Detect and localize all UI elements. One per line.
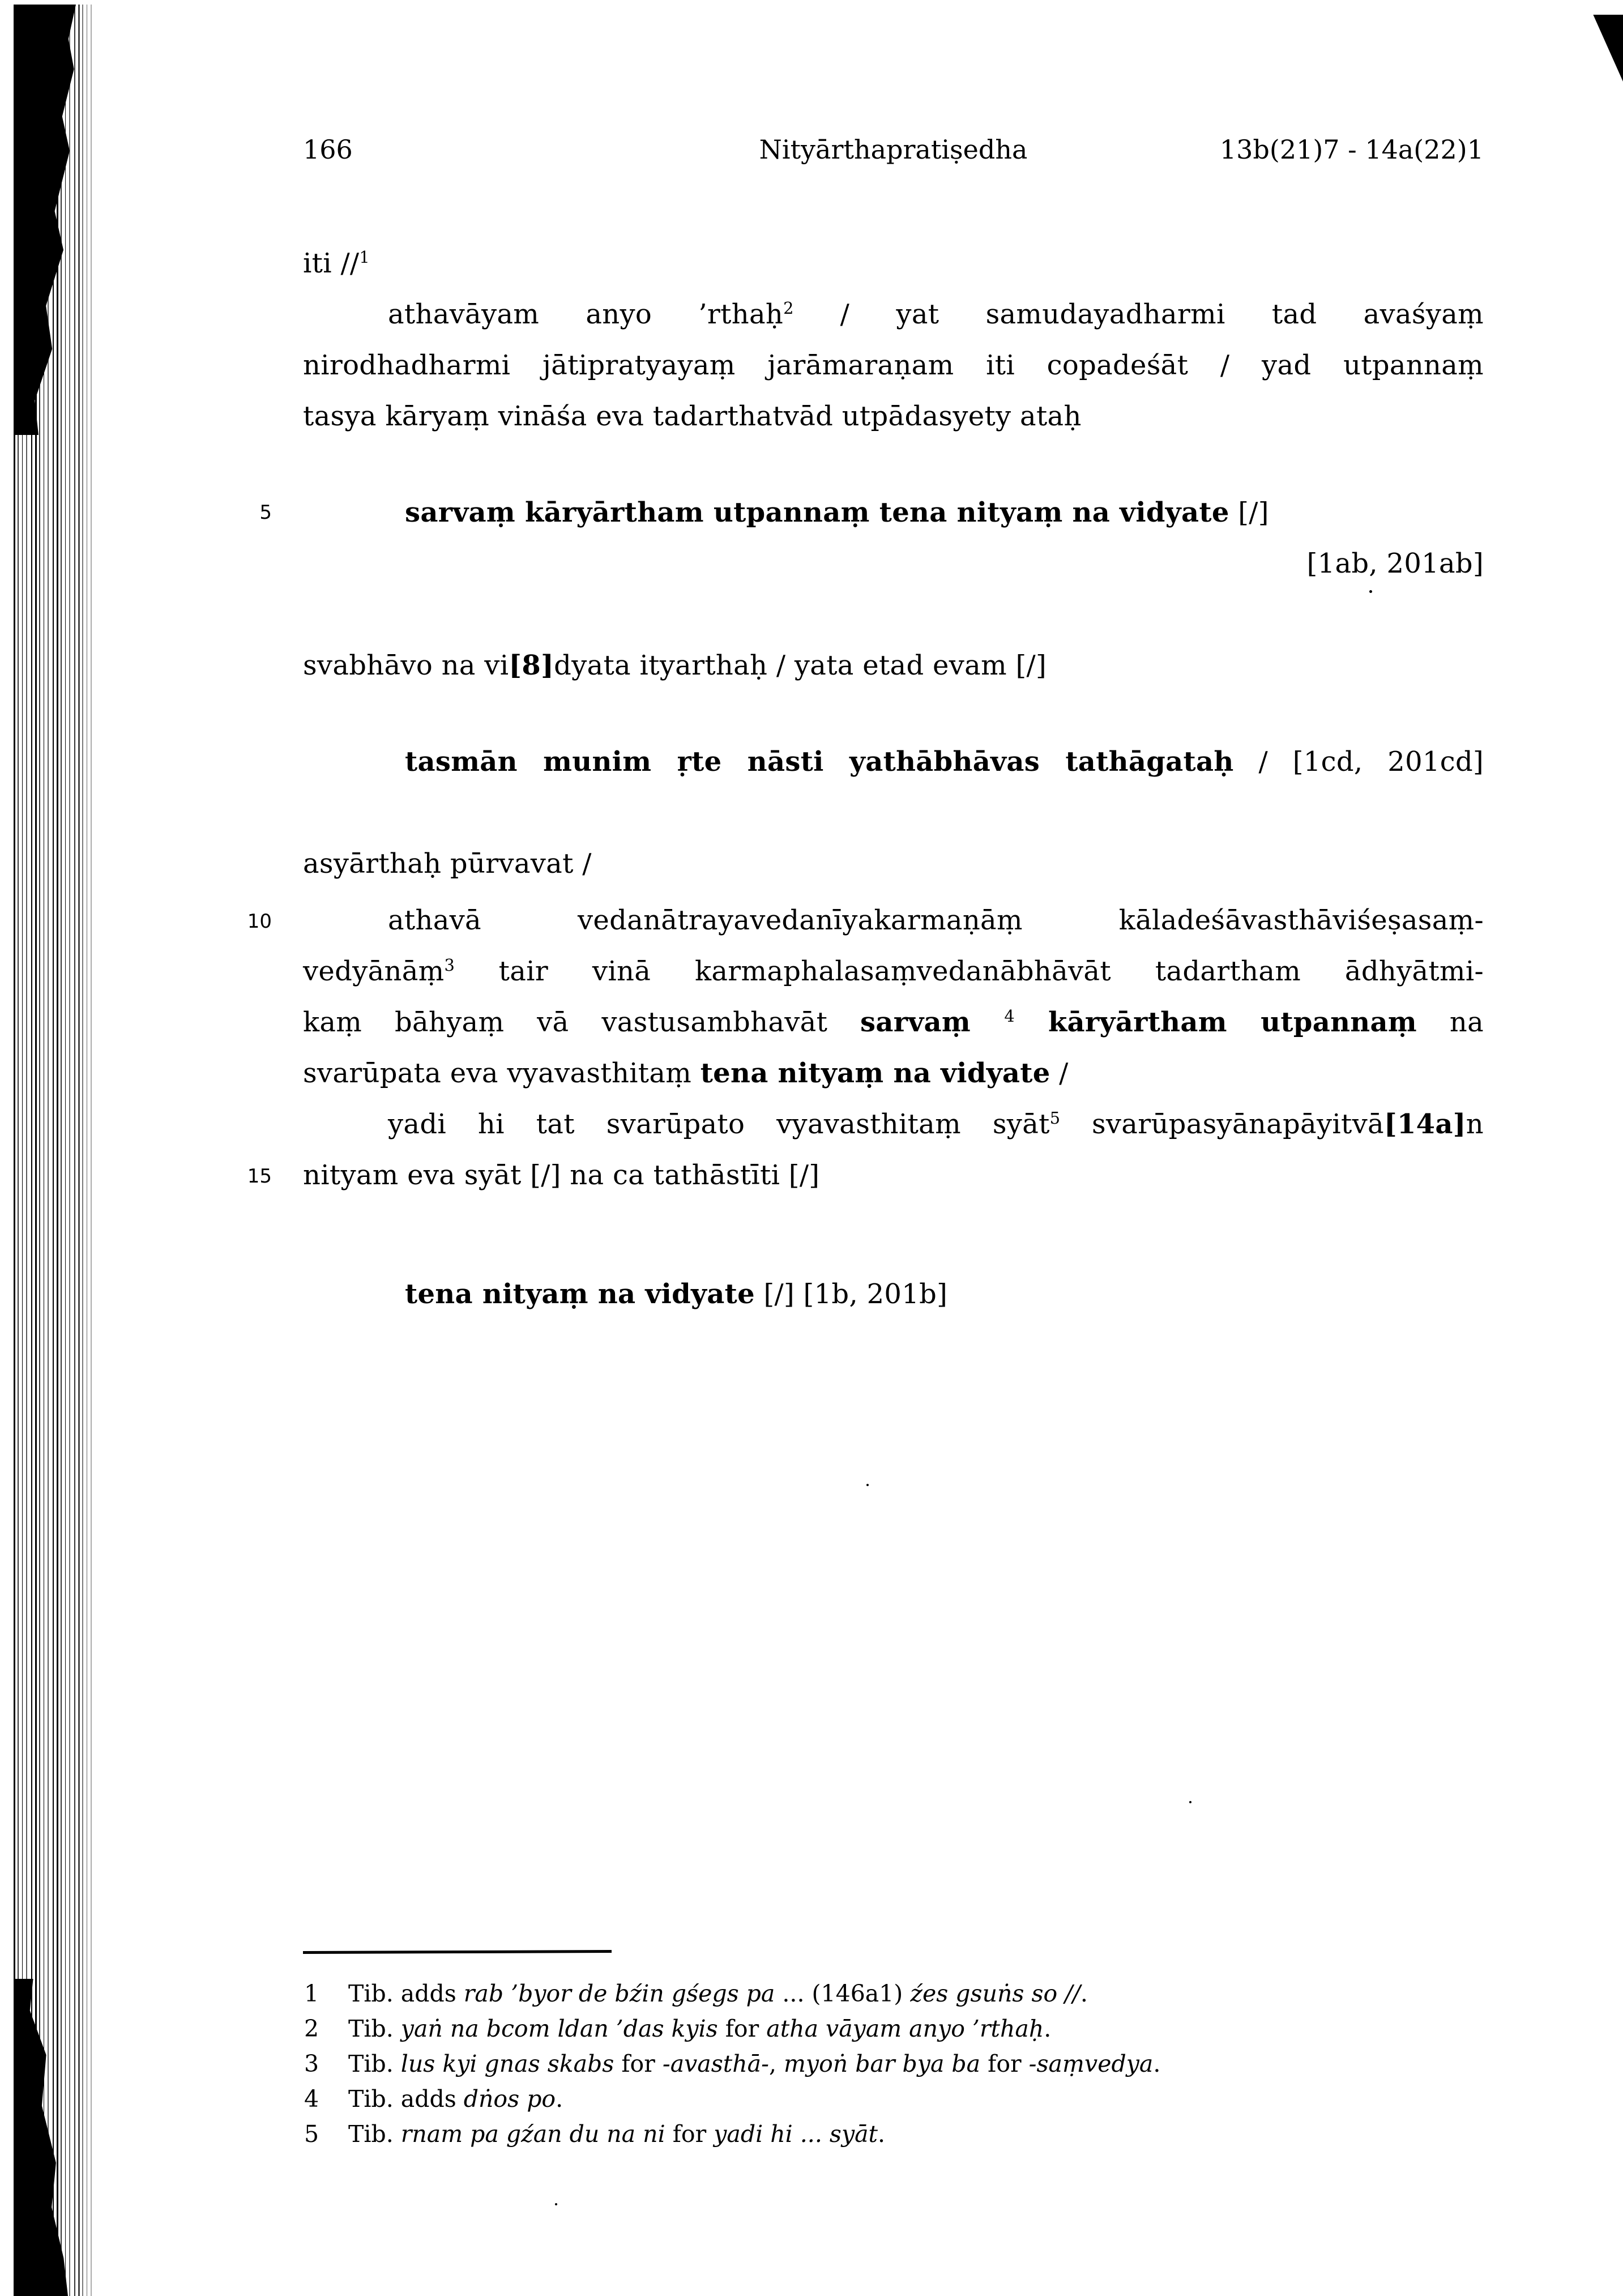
text-line-iti: [303, 238, 1484, 289]
verse-line-1cd: [303, 736, 1484, 787]
sanskrit-lemma: -avasthā-: [662, 2050, 769, 2077]
text-run: athavāyam anyo ’rthaḥ: [388, 298, 784, 330]
sanskrit-lemma: atha vāyam anyo ’rthaḥ: [766, 2015, 1044, 2042]
book-gutter-scan-artifact: [14, 5, 94, 2296]
verse-line-1ab: [303, 487, 1484, 538]
text-run-bold: kāryārtham utpannaṃ: [1014, 1006, 1417, 1038]
verse-reference-1ab: [1ab, 201ab]: [1306, 548, 1484, 579]
text-run: na: [1417, 1006, 1484, 1038]
text-run: for: [665, 2120, 714, 2148]
tibetan-text: źes gsuṅs so //: [910, 1980, 1080, 2007]
footnote-ref-5: 5: [1049, 1108, 1061, 1128]
footnote-separator: [303, 1950, 612, 1954]
text-line: [303, 289, 1484, 340]
paragraph-3: [303, 1099, 1484, 1201]
text-run: / yat samudayadharmi tad avaśyaṃ: [793, 298, 1484, 330]
running-title: Nityārthapratiṣedha: [759, 134, 1028, 165]
scan-speck: [1369, 590, 1372, 593]
footnote-number: 4: [304, 2085, 319, 2113]
text-run-bold: tena nityaṃ na vidyate: [700, 1057, 1050, 1089]
text-run: for: [980, 2050, 1029, 2077]
text-run: kaṃ bāhyaṃ vā vastusambhavāt: [303, 1006, 861, 1038]
tibetan-text: rnam pa gźan du na ni: [400, 2120, 665, 2148]
text-line: nirodhadharmi jātipratyayaṃ jarāmaraṇam iti copadeśāt / yad utpannaṃ: [303, 349, 1484, 381]
footnote-2: [304, 2011, 1499, 2046]
footnote-ref-2: 2: [783, 298, 794, 318]
text-run: vedyānāṃ: [303, 955, 445, 987]
text-run: n: [1466, 1108, 1484, 1140]
footnote-5: [304, 2116, 1499, 2152]
footnote-number: 5: [304, 2120, 319, 2148]
paragraph-1: [303, 289, 1484, 442]
tibetan-text: myoṅ bar bya ba: [784, 2050, 981, 2077]
text-run: Tib. adds: [348, 1980, 464, 2007]
footnote-number: 2: [304, 2015, 319, 2042]
footnote-ref-1: 1: [359, 247, 370, 267]
text-run: .: [556, 2085, 563, 2113]
text-run: iti //: [303, 247, 360, 279]
scan-speck: [866, 1484, 869, 1486]
margin-line-number-10: 10: [247, 910, 272, 933]
margin-line-number-5: 5: [259, 501, 272, 524]
verse-line-1b: [303, 1269, 1484, 1320]
text-run: .: [1044, 2015, 1052, 2042]
footnote-4: [304, 2081, 1499, 2116]
text-line: nityam eva syāt [/] na ca tathāstīti [/]: [303, 1159, 820, 1191]
text-line: [303, 1048, 1484, 1099]
footnote-block: [304, 1976, 1499, 2152]
text-run: [/]: [1229, 497, 1269, 528]
footnote-number: 3: [304, 2050, 319, 2077]
verse-text: tena nityaṃ na vidyate: [405, 1278, 755, 1310]
text-line: athavā vedanātrayavedanīyakarmaṇāṃ kāladeśāvasthāviśeṣasaṃ-: [388, 904, 1484, 936]
text-run: Tib.: [348, 2015, 401, 2042]
tibetan-text: dṅos po: [463, 2085, 556, 2113]
text-run: Tib.: [348, 2120, 401, 2148]
text-run: for: [717, 2015, 767, 2042]
text-run: yadi hi tat svarūpato vyavasthitaṃ syāt: [388, 1108, 1050, 1140]
verse-reference-1cd: / [1cd, 201cd]: [1233, 746, 1484, 778]
text-run: Tib.: [348, 2050, 401, 2077]
text-run: .: [878, 2120, 886, 2148]
text-line: [303, 997, 1484, 1048]
text-run: Tib. adds: [348, 2085, 464, 2113]
text-line: tasya kāryaṃ vināśa eva tadarthatvād utpādasyety ataḥ: [303, 400, 1082, 432]
footnote-ref-4: 4: [1004, 1006, 1015, 1026]
text-run: svarūpasyānapāyitvā: [1060, 1108, 1384, 1140]
text-line: [303, 1099, 1484, 1150]
scan-speck: [1189, 1801, 1191, 1803]
footnote-number: 1: [304, 1980, 319, 2007]
text-run: .: [1080, 1980, 1088, 2007]
text-run: dyata ityarthaḥ / yata etad evam [/]: [554, 650, 1047, 681]
paragraph-2: [303, 895, 1484, 1099]
verse-text: tasmān munim ṛte nāsti yathābhāvas tathāgataḥ: [405, 746, 1234, 778]
scan-speck: [555, 2203, 557, 2205]
sanskrit-lemma: -saṃvedya: [1028, 2050, 1154, 2077]
folio-reference: 13b(21)7 - 14a(22)1: [1219, 134, 1484, 165]
text-run: tair vinā karmaphalasaṃvedanābhāvāt tadartham ādhyātmi-: [454, 955, 1484, 987]
verse-reference-1b: [/] [1b, 201b]: [754, 1278, 948, 1310]
text-run: /: [1050, 1057, 1069, 1089]
text-run: svabhāvo na vi: [303, 650, 509, 681]
margin-line-number-15: 15: [247, 1165, 272, 1188]
text-line-svabhavo: [303, 640, 1484, 691]
text-run: svarūpata eva vyavasthitaṃ: [303, 1057, 701, 1089]
text-run: for: [614, 2050, 663, 2077]
tibetan-text: yaṅ na bcom ldan ’das kyis: [400, 2015, 718, 2042]
folio-marker-8: [8]: [509, 650, 554, 681]
text-run-bold: sarvaṃ: [860, 1006, 1005, 1038]
text-line: [303, 946, 1484, 997]
sanskrit-lemma: yadi hi ... syāt: [714, 2120, 878, 2148]
corner-fold-artifact: [1591, 15, 1623, 82]
verse-text: sarvaṃ kāryārtham utpannaṃ tena nityaṃ na vidyate: [405, 497, 1229, 528]
folio-marker-14a: [14a]: [1383, 1108, 1466, 1140]
page-header: [303, 134, 1484, 165]
tibetan-text: lus kyi gnas skabs: [400, 2050, 614, 2077]
text-run: .: [1153, 2050, 1161, 2077]
page-number: 166: [303, 134, 353, 165]
text-run: ,: [768, 2050, 784, 2077]
footnote-1: [304, 1976, 1499, 2011]
text-line-asyarthah: asyārthaḥ pūrvavat /: [303, 848, 592, 880]
footnote-ref-3: 3: [444, 955, 455, 975]
footnote-3: [304, 2046, 1499, 2081]
text-run: ... (146a1): [775, 1980, 911, 2007]
tibetan-text: rab ’byor de bźin gśegs pa: [463, 1980, 775, 2007]
